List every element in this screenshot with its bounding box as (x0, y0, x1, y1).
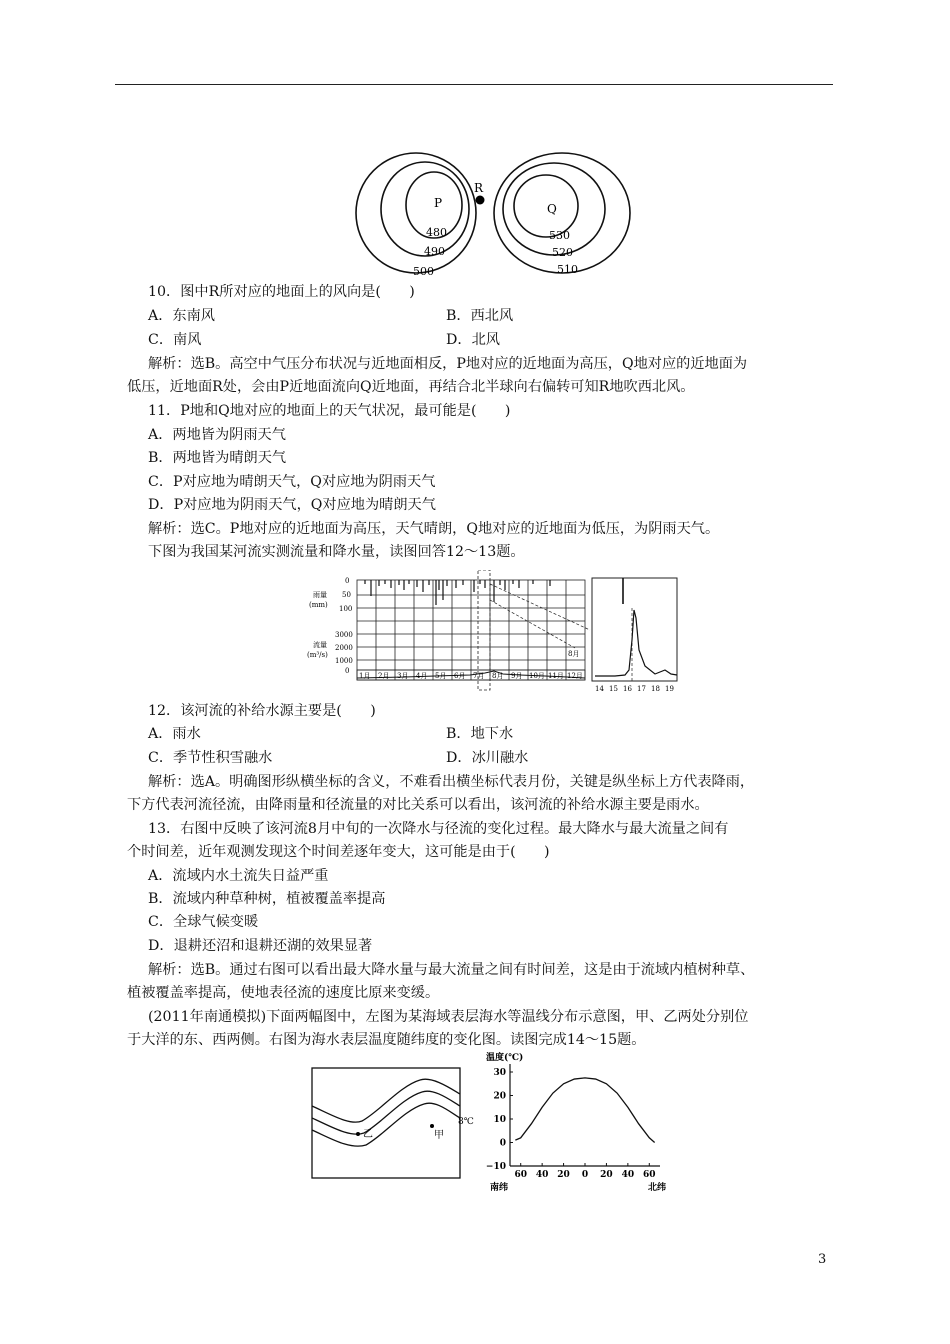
q12-option-b: B．地下水 (446, 726, 514, 742)
y-tick-label: 20 (493, 1091, 506, 1102)
rain-axis-unit: (mm) (309, 601, 328, 609)
x-tick-label: 40 (621, 1170, 635, 1180)
month-label: 3月 (397, 672, 409, 680)
inset-tick: 14 (595, 685, 604, 693)
label-jia: 甲 (434, 1130, 444, 1141)
flow-axis-label: 流量 (313, 641, 327, 649)
q13-explanation: 解析：选B。通过右图可以看出最大降水量与最大流量之间有时间差，这是由于流域内植树种草、 (148, 962, 755, 978)
x-tick-label: 60 (514, 1170, 527, 1180)
x-tick-label: 20 (557, 1170, 570, 1180)
q10-explanation-cont: 低压，近地面R处，会由P近地面流向Q近地面，再结合北半球向右偏转可知R地吹西北风。 (127, 379, 695, 395)
q11-option-d: D．P对应地为阴雨天气，Q对应地为晴朗天气 (148, 497, 436, 513)
q13-explanation-cont: 植被覆盖率提高，使地表径流的速度比原来变缓。 (127, 985, 440, 1001)
rain-tick: 100 (339, 605, 353, 613)
inset-tick: 18 (651, 685, 660, 693)
flow-tick: 2000 (335, 644, 353, 652)
flow-axis-unit: (m³/s) (307, 651, 328, 659)
header-rule (115, 84, 833, 85)
q10-option-a: A．东南风 (148, 308, 215, 324)
river-figure (305, 570, 685, 694)
label-Q: Q (547, 202, 557, 216)
inset-tick: 16 (623, 685, 632, 693)
q10-option-b: B．西北风 (446, 308, 514, 324)
temperature-curve (515, 1078, 654, 1143)
label-R: R (474, 181, 484, 195)
rain-tick: 50 (342, 591, 351, 599)
intro-14-15: (2011年南通模拟)下面两幅图中，左图为某海域表层海水等温线分布示意图，甲、乙两处分别位 (148, 1009, 749, 1025)
flow-tick: 1000 (335, 657, 353, 665)
q13-option-c: C．全球气候变暖 (148, 914, 259, 930)
label-yi: 乙 (363, 1129, 373, 1140)
x-tick-label: 40 (535, 1170, 549, 1180)
isobar-label: 500 (413, 265, 434, 278)
pressure-figure (350, 150, 635, 278)
q13-stem-cont: 个时间差，近年观测发现这个时间差逐年变大，这可能是由于( ) (127, 844, 550, 860)
q12-explanation-cont: 下方代表河流径流，由降雨量和径流量的对比关系可以看出，该河流的补给水源主要是雨水。 (127, 797, 709, 813)
y-tick-label: 30 (493, 1068, 506, 1078)
month-label: 11月 (548, 672, 564, 680)
x-tick-label: 60 (643, 1170, 656, 1180)
x-axis-right-label: 北纬 (648, 1183, 667, 1193)
q11-option-a: A．两地皆为阴雨天气 (148, 427, 286, 443)
q13-option-b: B．流域内种草种树，植被覆盖率提高 (148, 891, 386, 907)
x-tick-label: 20 (600, 1170, 613, 1180)
month-label: 5月 (435, 672, 447, 680)
temperature-chart (482, 1050, 680, 1195)
month-label: 1月 (359, 672, 371, 680)
month-label: 8月 (492, 672, 504, 680)
q10-option-c: C．南风 (148, 332, 202, 348)
q10-option-d: D．北风 (446, 332, 500, 348)
q12-stem: 12．该河流的补给水源主要是( ) (148, 703, 376, 719)
q11-explanation: 解析：选C。P地对应的近地面为高压，天气晴朗，Q地对应的近地面为低压，为阴雨天气。 (148, 521, 720, 537)
isobar-label: 520 (552, 246, 573, 259)
intro-14-15-cont: 于大洋的东、西两侧。右图为海水表层温度随纬度的变化图。读图完成14～15题。 (127, 1032, 646, 1048)
month-label: 12月 (567, 672, 583, 680)
isotherm-label: 8℃ (458, 1117, 474, 1127)
isotherm-map (310, 1066, 480, 1182)
month-label: 4月 (416, 672, 428, 680)
y-tick-label: 10 (493, 1115, 506, 1125)
y-tick-label: 0 (499, 1138, 506, 1149)
rain-axis-label: 雨量 (313, 591, 327, 599)
q12-option-d: D．冰川融水 (446, 750, 529, 766)
label-P: P (434, 196, 443, 210)
q11-option-b: B．两地皆为晴朗天气 (148, 450, 287, 466)
q10-explanation: 解析：选B。高空中气压分布状况与近地面相反，P地对应的近地面为高压，Q地对应的近地面为 (148, 356, 748, 372)
page-number: 3 (818, 1252, 827, 1267)
q13-option-a: A．流域内水土流失日益严重 (148, 868, 329, 884)
rain-tick: 0 (345, 577, 350, 585)
month-label: 6月 (454, 672, 466, 680)
q12-option-a: A．雨水 (148, 726, 201, 742)
flow-tick: 0 (345, 667, 350, 675)
q13-option-d: D．退耕还沼和退耕还湖的效果显著 (148, 938, 373, 954)
month-label: 2月 (378, 672, 390, 680)
q12-explanation: 解析：选A。明确图形纵横坐标的含义，不难看出横坐标代表月份，关键是纵坐标上方代表降雨， (148, 774, 755, 790)
isobar-label: 480 (426, 226, 447, 239)
q11-option-c: C．P对应地为晴朗天气，Q对应地为阴雨天气 (148, 474, 436, 490)
inset-tick: 19 (665, 685, 674, 693)
y-tick-label: −10 (485, 1162, 506, 1172)
month-label: 9月 (511, 672, 523, 680)
intro-12-13: 下图为我国某河流实测流量和降水量，读图回答12～13题。 (148, 544, 525, 560)
month-label: 10月 (529, 672, 545, 680)
flow-tick: 3000 (335, 631, 353, 639)
q13-stem: 13．右图中反映了该河流8月中旬的一次降水与径流的变化过程。最大降水与最大流量之间有 (148, 821, 729, 837)
inset-tick: 15 (609, 685, 618, 693)
y-axis-title: 温度(℃) (486, 1053, 524, 1063)
x-axis-left-label: 南纬 (490, 1183, 509, 1193)
isobar-label: 510 (557, 263, 578, 276)
isobar-label: 490 (424, 245, 445, 258)
q11-stem: 11．P地和Q地对应的地面上的天气状况，最可能是( ) (148, 403, 511, 419)
q12-option-c: C．季节性积雪融水 (148, 750, 273, 766)
x-tick-label: 0 (581, 1170, 589, 1180)
isobar-label: 530 (549, 229, 570, 242)
inset-month-label: 8月 (568, 650, 580, 658)
month-label: 7月 (473, 672, 485, 680)
q10-stem: 10．图中R所对应的地面上的风向是( ) (148, 284, 415, 300)
inset-tick: 17 (637, 685, 646, 693)
